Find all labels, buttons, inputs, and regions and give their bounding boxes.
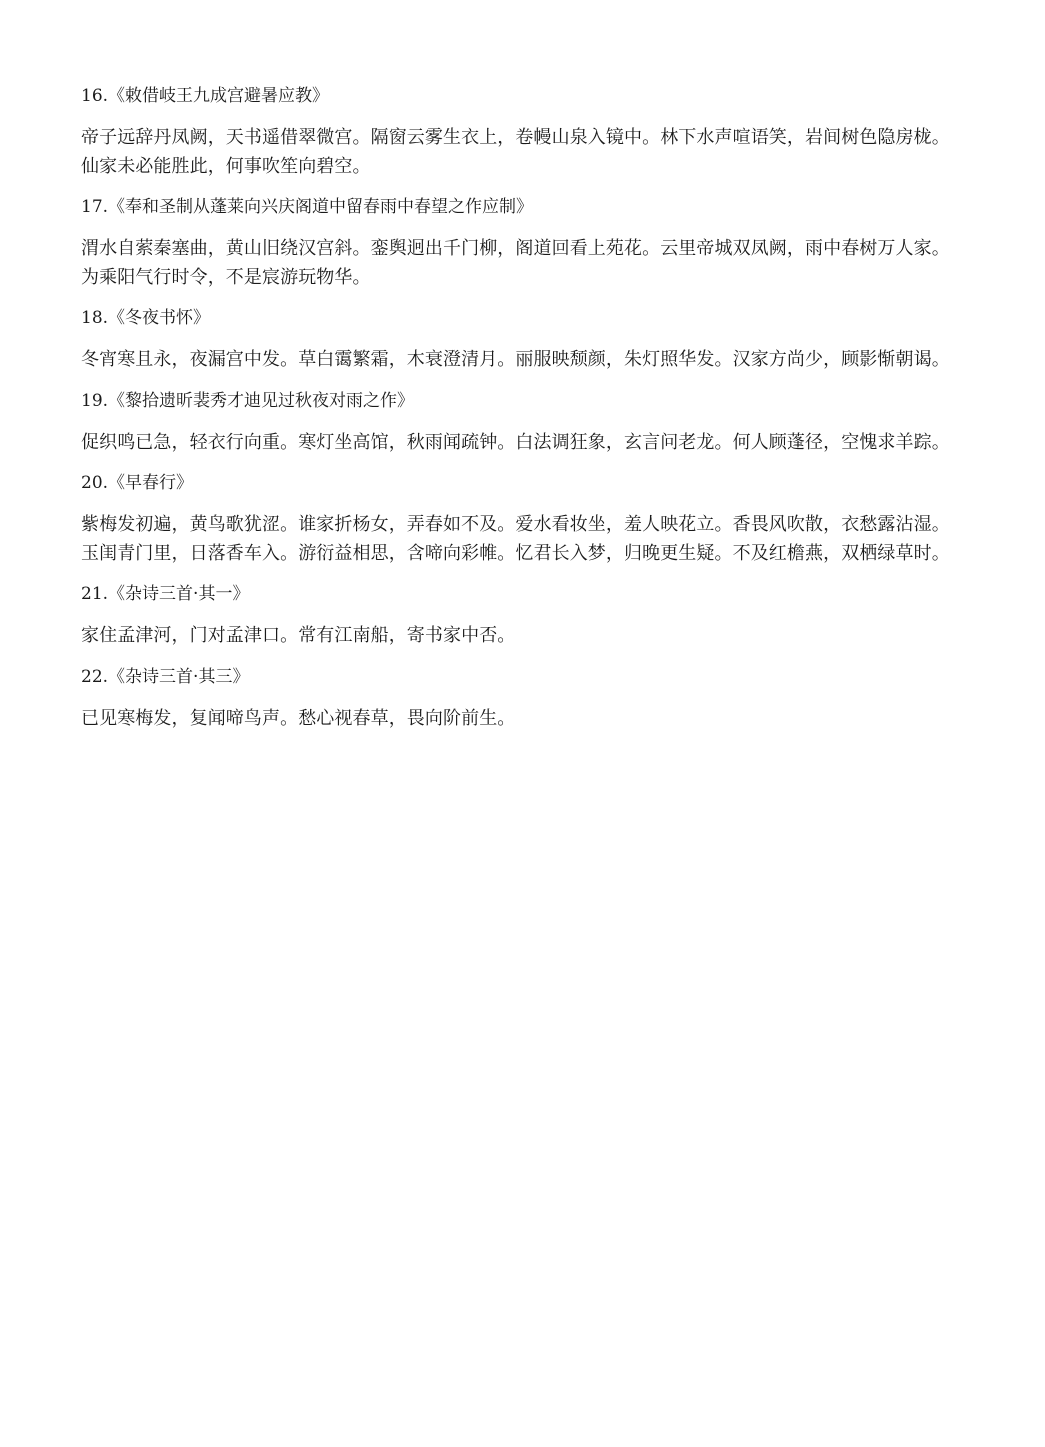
poem-list: [81, 84, 961, 747]
poem-text: 家住孟津河，门对孟津口。常有江南船，寄书家中否。: [81, 625, 516, 646]
poem-title: 16.《敕借岐王九成宫避暑应教》: [81, 86, 330, 106]
poem-title: 18.《冬夜书怀》: [81, 308, 211, 328]
poem-text: 渭水自萦秦塞曲，黄山旧绕汉宫斜。銮舆迥出千门柳，阁道回看上苑花。云里帝城双凤阙，雨中春树万人家。为乘阳气行时令，不是宸游玩物华。: [81, 238, 950, 288]
poem-title: 20.《早春行》: [81, 473, 194, 493]
poem-title: 22.《杂诗三首·其三》: [81, 666, 250, 687]
poem-17: [81, 195, 961, 292]
poem-19: [81, 389, 961, 458]
poem-text: 促织鸣已急，轻衣行向重。寒灯坐高馆，秋雨闻疏钟。白法调狂象，玄言问老龙。何人顾蓬径，空愧求羊踪。: [81, 431, 950, 453]
poem-21: [81, 582, 961, 651]
poem-title: 19.《黎拾遗昕裴秀才迪见过秋夜对雨之作》: [81, 390, 415, 411]
poem-text: 冬宵寒且永，夜漏宫中发。草白霭繁霜，木衰澄清月。丽服映颓颜，朱灯照华发。汉家方尚少，顾影惭朝谒。: [81, 349, 950, 370]
poem-text: 已见寒梅发，复闻啼鸟声。愁心视春草，畏向阶前生。: [81, 707, 516, 729]
poem-22: [81, 665, 961, 734]
poem-text: 紫梅发初遍，黄鸟歌犹涩。谁家折杨女，弄春如不及。爱水看妆坐，羞人映花立。香畏风吹散，衣愁露沾湿。玉闺青门里，日落香车入。游衍益相思，含啼向彩帷。忆君长入梦，归晚更生疑。不及红檐燕，双栖绿草时。: [81, 514, 950, 564]
poem-title: 17.《奉和圣制从蓬莱向兴庆阁道中留春雨中春望之作应制》: [81, 197, 534, 217]
poem-title: 21.《杂诗三首·其一》: [81, 584, 250, 604]
poem-text: 帝子远辞丹凤阙，天书遥借翠微宫。隔窗云雾生衣上，卷幔山泉入镜中。林下水声喧语笑，岩间树色隐房栊。仙家未必能胜此，何事吹笙向碧空。: [81, 127, 950, 177]
poem-20: [81, 471, 961, 568]
poem-16: [81, 84, 961, 181]
poem-18: [81, 306, 961, 375]
